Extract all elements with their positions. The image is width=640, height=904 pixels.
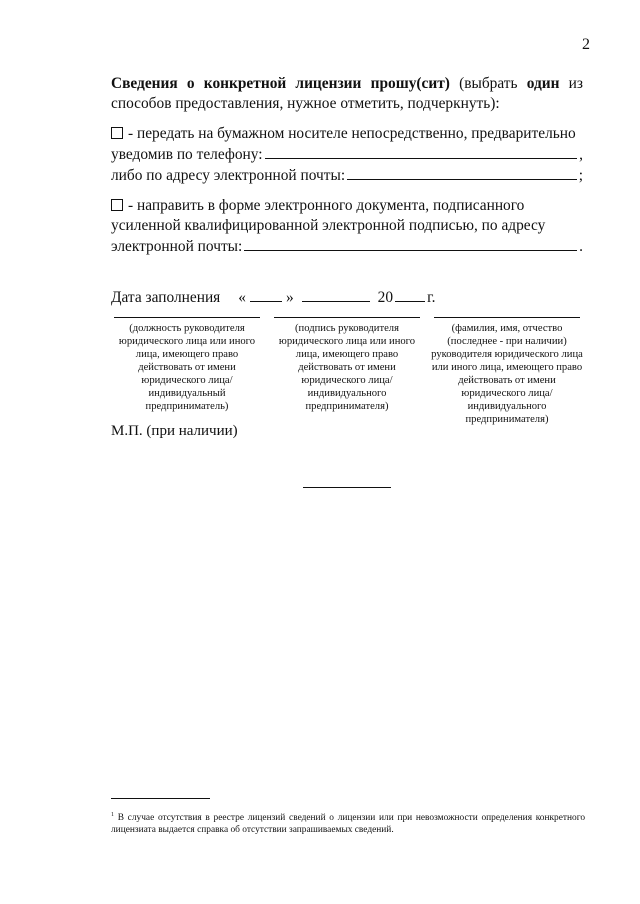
email-label-electronic: электронной почты:: [111, 238, 243, 255]
date-day-field[interactable]: [250, 287, 282, 302]
signature-name-column: [431, 317, 583, 426]
signature-line[interactable]: [274, 317, 420, 318]
signature-sign-column: [271, 317, 423, 426]
option-paper-text: - передать на бумажном носителе непосредственно, предварительно: [128, 125, 576, 142]
center-divider: [303, 487, 391, 488]
main-content: [111, 74, 583, 308]
name-caption: (фамилия, имя, отчество (последнее - при наличии) руководителя юридического лица или иного лица, имеющего право действовать от имени юридического лица/ индивидуального предпринимателя): [431, 323, 583, 425]
email-end-paper: ;: [578, 167, 583, 184]
heading-paragraph: [111, 74, 583, 114]
option-paper-line3: [111, 165, 583, 186]
date-label: Дата заполнения: [111, 289, 221, 306]
date-year-suffix: г.: [427, 289, 436, 306]
heading-bold-text: Сведения о конкретной лицензии прошу(сит): [111, 75, 450, 92]
option-electronic-line2: [111, 216, 583, 236]
heading-bold-one: один: [526, 75, 560, 92]
date-year-prefix: 20: [377, 289, 394, 306]
option-paper-line2: [111, 144, 583, 165]
position-line[interactable]: [114, 317, 260, 318]
option-paper: [111, 124, 583, 186]
electronic-checkbox[interactable]: [111, 199, 123, 211]
email-label-paper: либо по адресу электронной почты:: [111, 167, 346, 184]
option-electronic-line1: [111, 196, 583, 216]
email-end-electronic: .: [579, 238, 583, 255]
phone-end: ,: [579, 146, 583, 163]
option-electronic-line3: [111, 236, 583, 257]
option-electronic-text2: усиленной квалифицированной электронной подписью, по адресу: [111, 217, 546, 234]
option-electronic-text1: - направить в форме электронного документа, подписанного: [128, 197, 525, 214]
footnote-divider: [111, 798, 210, 799]
page-number: 2: [582, 36, 590, 53]
paper-checkbox[interactable]: [111, 127, 123, 139]
date-month-field[interactable]: [302, 287, 370, 302]
date-year-field[interactable]: [395, 287, 425, 302]
date-row: [111, 287, 583, 308]
footnote: [111, 809, 585, 836]
date-close-quote: »: [285, 289, 294, 306]
date-open-quote: «: [238, 289, 246, 306]
footnote-marker: 1: [111, 812, 114, 818]
signature-position-column: [111, 317, 263, 426]
stamp-label: М.П. (при наличии): [111, 423, 238, 439]
heading-text-a: (выбрать: [449, 75, 527, 92]
signature-caption: (подпись руководителя юридического лица или иного лица, имеющего право действовать от имени юридического лица/индивидуального предпринимателя): [278, 323, 416, 412]
name-line[interactable]: [434, 317, 580, 318]
phone-field[interactable]: [265, 144, 578, 159]
signature-block: [111, 317, 583, 426]
email-field-electronic[interactable]: [244, 236, 577, 251]
email-field-paper[interactable]: [347, 165, 577, 180]
position-caption: (должность руководителя юридического лица или иного лица, имеющего право действовать от имени юридического лица/ индивидуальный предприниматель): [118, 323, 256, 412]
option-paper-line1: [111, 124, 583, 144]
option-electronic: [111, 196, 583, 257]
footnote-text: В случае отсутствия в реестре лицензий сведений о лицензии или при невозможности определения конкретного лицензиата выдается справка об отсутствии запрашиваемых сведений.: [111, 813, 586, 836]
heading-text-b: из способов предоставления, нужное отметить, подчеркнуть):: [111, 75, 583, 112]
phone-label: уведомив по телефону:: [111, 146, 263, 163]
